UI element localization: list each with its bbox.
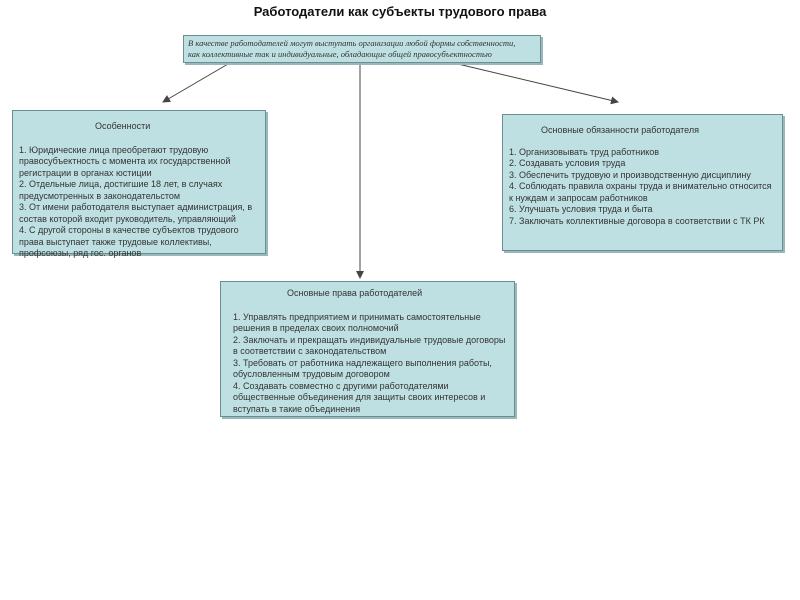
page-title: Работодатели как субъекты трудового права [253,4,547,19]
rights-list [227,312,508,416]
duties-box [502,114,783,251]
list-item: 2. Создавать условия труда [509,158,626,168]
rights-heading: Основные права работодателей [287,288,423,298]
features-heading: Особенности [95,121,151,131]
list-item: 7. Заключать коллективные договора в соответствии с ТК РК [509,215,765,226]
list-item: 4. С другой стороны в качестве субъектов трудового права выступает также трудовые коллективы, профсоюзы, ряд гос. органов [19,225,239,258]
definition-line: В качестве работодателей могут выступать организации любой формы собственности, [188,38,516,48]
list-item: 3. Обеспечить трудовую и производственную дисциплину [509,169,751,180]
list-item: 1. Управлять предприятием и принимать самостоятельные решения в пределах своих полномочий [233,311,481,333]
list-item: 3. Требовать от работника надлежащего выполнения работы, обусловленным трудовым договором [233,357,492,379]
list-item: 2. Заключать и прекращать индивидуальные трудовые договоры в соответствии с законодательством [233,334,506,356]
definition-line: как коллективные так и индивидуальные, обладающие общей правосубъектностью [188,49,492,59]
list-item: 4. Создавать совместно с другими работодателями общественные объединения для защиты своих интересов и вступать в такие объединения [233,380,486,414]
list-item: 6. Улучшать условия труда и быта [509,204,653,214]
list-item: 4. Соблюдать правила охраны труда и внимательно относится к нуждам и запросам работников [509,181,772,203]
list-item: 1. Организовывать труд работников [509,146,660,157]
definition-box [183,35,541,63]
duties-heading: Основные обязанности работодателя [541,125,699,135]
rights-box [220,281,515,417]
features-list [19,145,259,260]
list-item: 2. Отдельные лица, достигшие 18 лет, в случаях предусмотренных в законодательстом [19,179,223,201]
list-item: 3. От имени работодателя выступает администрация, в состав которой входит руководитель, управляющий [19,202,253,224]
features-box [12,110,266,258]
list-item: 1. Юридические лица преобретают трудовую правосубъектность с момента их государственной регистрации в органах юстиции [19,144,231,178]
duties-list [509,147,776,228]
arrow-to-features [163,64,228,102]
arrow-to-duties [458,64,618,102]
